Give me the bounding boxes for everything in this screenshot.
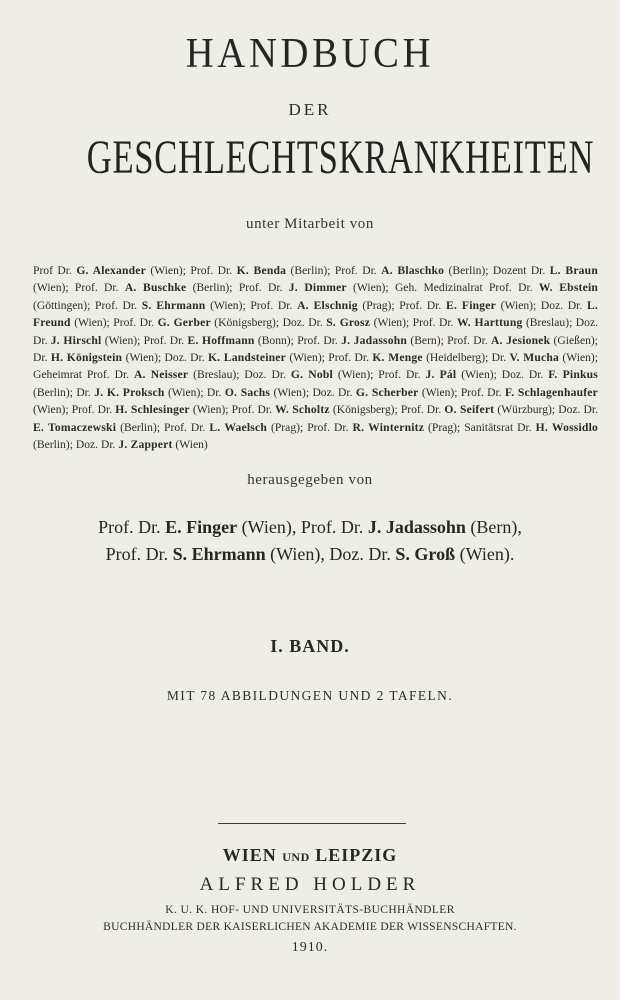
contributor-title: Dozent Dr.: [492, 264, 550, 277]
contributor-entry: [33, 368, 244, 381]
contributor-title: Sanitätsrat Dr.: [464, 420, 536, 434]
contributor-title: Dr.: [206, 385, 225, 399]
title-line-handbuch: HANDBUCH: [185, 31, 435, 77]
contributor-name: L. Braun: [549, 264, 598, 277]
contributor-name: H. Wossidlo: [535, 420, 598, 434]
contributor-title: Doz. Dr.: [33, 316, 598, 347]
editor-title: Prof. Dr.: [105, 544, 173, 564]
contributor-title: Geheimrat Prof. Dr.: [33, 368, 134, 382]
contributor-name: S. Ehrmann: [141, 298, 206, 312]
contributor-location: (Wien);: [346, 281, 395, 295]
contributor-title: Prof. Dr.: [412, 316, 457, 330]
contributor-name: G. Gerber: [157, 316, 211, 330]
contributor-entry: [378, 368, 501, 381]
contributor-name: F. Schlagenhaufer: [505, 385, 598, 399]
contributor-entry: [165, 351, 329, 364]
contributor-location: (Bern);: [407, 333, 448, 347]
editor-name: S. Groß: [395, 544, 456, 564]
editor-name: J. Jadassohn: [367, 517, 466, 537]
contributor-title: Prof. Dr.: [74, 281, 125, 295]
contributor-name: W. Scholtz: [275, 403, 330, 417]
editor-title: Doz. Dr.: [329, 544, 396, 564]
contributor-location: (Berlin);: [33, 438, 76, 452]
contributor-location: (Wien): [172, 438, 208, 452]
contributor-location: (Berlin);: [33, 385, 77, 399]
contributor-location: (Breslau);: [522, 316, 576, 330]
editor-location: (Wien),: [237, 517, 301, 537]
contributor-title: Prof. Dr.: [113, 316, 158, 330]
contributor-location: (Göttingen);: [33, 298, 95, 312]
contributor-entry: [328, 351, 491, 364]
contributor-name: F. Pinkus: [548, 368, 598, 382]
contributor-entry: [75, 281, 239, 294]
contributor-title: Prof. Dr.: [95, 298, 142, 312]
contributor-title: Prof. Dr.: [334, 264, 382, 277]
contributor-entry: [190, 264, 335, 277]
contributor-title: Prof. Dr.: [460, 385, 505, 399]
contributor-location: (Wien);: [495, 298, 541, 312]
contributor-title: Prof. Dr.: [400, 403, 445, 417]
contributor-location: (Berlin);: [116, 420, 165, 434]
contributor-list: [33, 262, 598, 453]
contributor-title: Prof. Dr.: [164, 420, 210, 434]
contributor-location: (Wien);: [101, 333, 144, 347]
contributor-name: J. Jadassohn: [341, 333, 408, 347]
contributor-location: (Wien);: [33, 281, 75, 295]
contributor-entry: [447, 334, 598, 347]
contributor-entry: [312, 386, 460, 399]
contributor-title: Dr.: [491, 351, 510, 365]
contributor-name: J. K. Proksch: [94, 385, 165, 399]
contributor-entry: [33, 264, 190, 277]
contributor-location: (Königsberg);: [329, 403, 401, 417]
contributor-entry: [95, 299, 250, 312]
contributor-location: (Wien);: [164, 385, 207, 399]
contributor-location: (Wien);: [418, 385, 461, 399]
contributor-title: Prof. Dr.: [143, 333, 188, 347]
illustrations-note: MIT 78 ABBILDUNGEN UND 2 TAFELN.: [166, 688, 454, 703]
contributor-entry: [76, 438, 208, 451]
contributor-title: Doz. Dr.: [75, 438, 119, 452]
divider-rule: [218, 823, 406, 824]
contributor-entry: [144, 334, 298, 347]
contributor-title: Doz. Dr.: [540, 298, 587, 312]
editor-name: S. Ehrmann: [172, 544, 266, 564]
contributor-location: (Prag);: [267, 420, 308, 434]
contributor-name: G. Alexander: [76, 264, 146, 277]
contributor-location: (Wien);: [559, 351, 599, 365]
contributor-entry: [72, 403, 232, 416]
contributor-location: (Bonn);: [254, 333, 298, 347]
contributor-name: J. Dimmer: [288, 281, 347, 295]
contributor-name: H. Schlesinger: [115, 403, 190, 417]
contributor-location: (Wien);: [122, 351, 165, 365]
contributor-location: (Wien);: [332, 368, 379, 382]
contributor-entry: [297, 334, 447, 347]
contributor-entry: [239, 281, 395, 294]
contributor-name: J. Zappert: [118, 438, 173, 452]
contributor-entry: [401, 403, 558, 416]
contributor-name: W. Harttung: [456, 316, 523, 330]
contributor-entry: [250, 299, 399, 312]
contributor-name: J. Pál: [425, 368, 457, 382]
contributor-location: (Wien);: [285, 351, 329, 365]
contributor-location: (Wien);: [205, 298, 251, 312]
editor-line: [0, 541, 620, 568]
contributor-title: Prof Dr.: [33, 264, 77, 277]
title-line-der: DER: [288, 100, 332, 119]
contributor-name: G. Nobl: [290, 368, 333, 382]
contributor-location: (Wien);: [370, 316, 413, 330]
publisher-title-line: K. U. K. HOF- UND UNIVERSITÄTS-BUCHHÄNDLER: [165, 904, 455, 916]
contributor-location: (Wien);: [145, 264, 191, 277]
contributor-location: (Wien);: [33, 403, 72, 417]
contributor-name: J. Hirschl: [50, 333, 102, 347]
editor-name: E. Finger: [165, 517, 238, 537]
contributor-location: (Breslau);: [188, 368, 245, 382]
contributor-entry: [113, 316, 282, 329]
contributor-title: Doz. Dr.: [164, 351, 208, 365]
contributor-entry: [244, 368, 378, 381]
contributor-title: Prof. Dr.: [399, 298, 447, 312]
editor-location: (Wien),: [265, 544, 330, 564]
contributor-location: (Berlin);: [186, 281, 239, 295]
contributor-title: Dr.: [76, 385, 95, 399]
contributor-location: (Berlin);: [286, 264, 335, 277]
contributor-title: Doz. Dr.: [244, 368, 291, 382]
contributor-title: Geh. Medizinalrat Prof. Dr.: [394, 281, 539, 295]
collaboration-intro: unter Mitarbeit von: [245, 216, 375, 232]
editor-title: Prof. Dr.: [98, 517, 166, 537]
edited-by-intro: herausgegeben von: [247, 472, 373, 488]
contributor-name: A. Blaschko: [381, 264, 445, 277]
editor-title: Prof. Dr.: [300, 517, 368, 537]
editor-line: [0, 514, 620, 541]
contributor-title: Prof. Dr.: [250, 298, 298, 312]
contributor-name: E. Hoffmann: [187, 333, 255, 347]
contributor-name: H. Königstein: [50, 351, 123, 365]
editor-list: [0, 514, 620, 568]
contributor-name: O. Sachs: [224, 385, 271, 399]
title-line-geschlechtskrankheiten: GESCHLECHTSKRANKHEITEN: [86, 131, 595, 184]
contributor-title: Prof. Dr.: [190, 264, 237, 277]
contributor-location: (Wien);: [189, 403, 232, 417]
contributor-location: (Heidelberg);: [422, 351, 492, 365]
contributor-name: K. Landsteiner: [207, 351, 286, 365]
contributor-name: A. Elschnig: [297, 298, 358, 312]
contributor-location: (Prag);: [357, 298, 400, 312]
contributor-name: E. Finger: [446, 298, 496, 312]
contributor-location: (Prag);: [424, 420, 465, 434]
imprint-conjunction: UND: [282, 850, 310, 864]
contributor-name: O. Seifert: [444, 403, 495, 417]
contributor-location: (Berlin);: [444, 264, 493, 277]
contributor-name: K. Menge: [372, 351, 423, 365]
contributor-location: (Gießen);: [550, 333, 598, 347]
contributor-title: Dr.: [33, 351, 51, 365]
contributor-title: Doz. Dr.: [282, 316, 327, 330]
contributor-entry: [33, 351, 165, 364]
contributor-name: R. Winternitz: [352, 420, 425, 434]
contributor-entry: [492, 351, 598, 364]
contributor-location: (Würzburg);: [494, 403, 559, 417]
contributor-name: W. Ebstein: [538, 281, 599, 295]
imprint-city: LEIPZIG: [315, 845, 398, 865]
editor-location: (Wien).: [455, 544, 515, 564]
contributor-entry: [399, 299, 541, 312]
volume-label: I. BAND.: [270, 636, 350, 656]
contributor-title: Doz. Dr.: [558, 403, 599, 417]
contributor-name: A. Jesionek: [491, 333, 551, 347]
contributor-entry: [335, 264, 493, 277]
contributor-name: E. Tomaczewski: [33, 420, 117, 434]
publisher-name: ALFRED HOLDER: [199, 874, 421, 895]
contributor-name: A. Buschke: [124, 281, 187, 295]
contributor-title: Prof. Dr.: [378, 368, 426, 382]
publisher-title-line: BUCHHÄNDLER DER KAISERLICHEN AKADEMIE DER WISSENSCHAFTEN.: [103, 921, 517, 933]
contributor-title: Doz. Dr.: [312, 385, 356, 399]
contributor-title: Prof. Dr.: [238, 281, 289, 295]
contributor-title: Prof. Dr.: [328, 351, 373, 365]
contributor-name: L. Waelsch: [209, 420, 268, 434]
contributor-title: Prof. Dr.: [71, 403, 116, 417]
contributor-entry: [307, 421, 464, 434]
contributor-title: Doz. Dr.: [501, 368, 549, 382]
contributor-name: S. Grosz: [326, 316, 371, 330]
contributor-name: A. Neisser: [133, 368, 189, 382]
contributor-name: L. Freund: [33, 298, 599, 330]
contributor-location: (Wien);: [456, 368, 502, 382]
contributor-name: K. Benda: [236, 264, 287, 277]
contributor-location: (Wien);: [270, 385, 313, 399]
editor-location: (Bern),: [465, 517, 522, 537]
contributor-name: G. Scherber: [355, 385, 419, 399]
contributor-entry: [413, 316, 576, 329]
contributor-title: Prof. Dr.: [231, 403, 276, 417]
publication-year: 1910.: [291, 940, 329, 955]
contributor-location: (Wien);: [70, 316, 114, 330]
imprint-city: WIEN: [222, 845, 277, 865]
contributor-title: Prof. Dr.: [447, 333, 492, 347]
imprint-cities: [0, 845, 620, 866]
contributor-location: (Königsberg);: [210, 316, 283, 330]
contributor-title: Prof. Dr.: [297, 333, 342, 347]
contributor-entry: [164, 421, 307, 434]
contributor-entry: [207, 386, 313, 399]
contributor-entry: [283, 316, 413, 329]
contributor-name: V. Mucha: [509, 351, 560, 365]
contributor-entry: [232, 403, 401, 416]
contributor-title: Prof. Dr.: [307, 420, 353, 434]
contributor-entry: [76, 386, 207, 399]
